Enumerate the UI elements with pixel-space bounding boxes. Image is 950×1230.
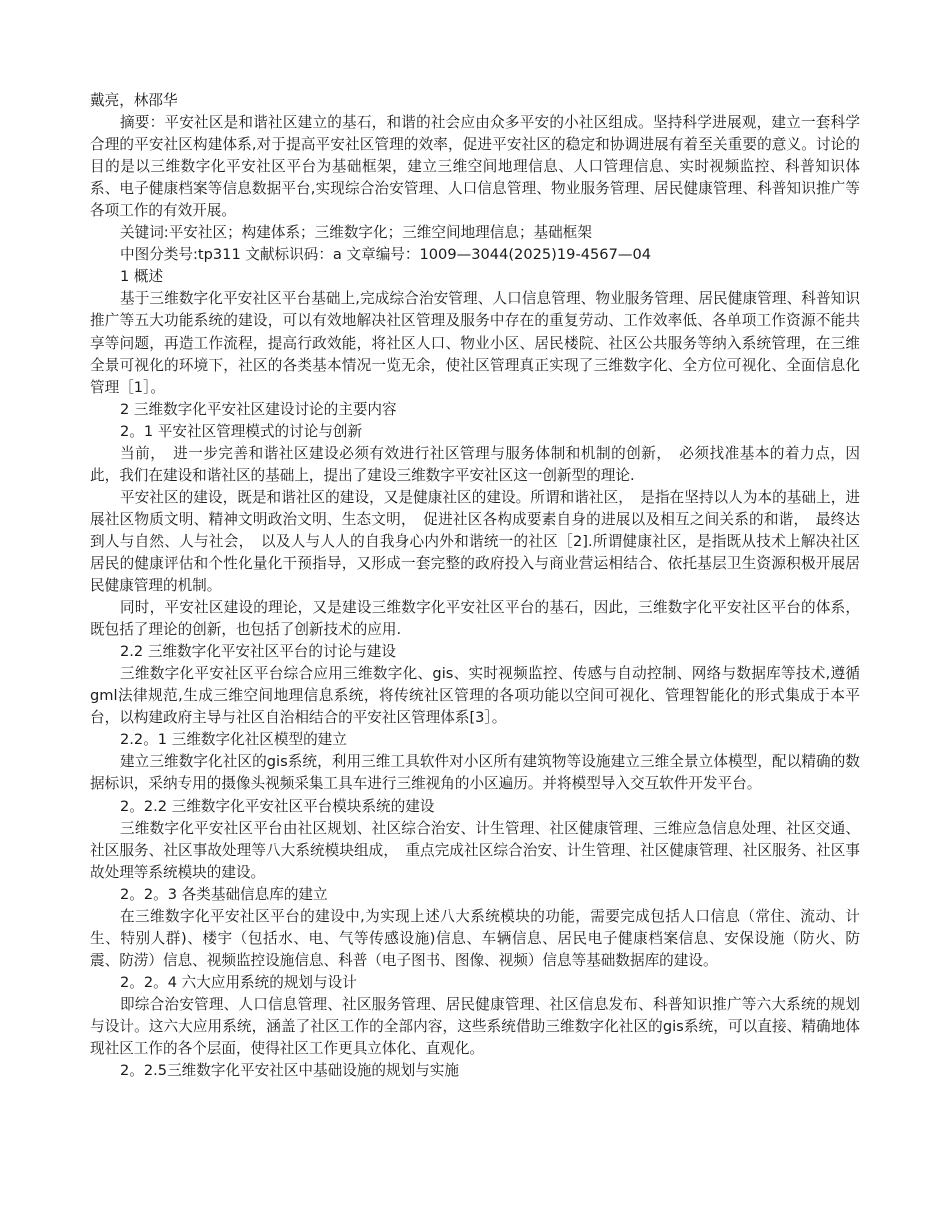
subsection-heading: 2。2。3 各类基础信息库的建立 <box>120 885 328 903</box>
body-paragraph: 平安社区的建设，既是和谐社区的建设，又是健康社区的建设。所谓和谐社区， 是指在坚持以人为本的基础上，进展社区物质文明、精神文明政治文明、生态文明， 促进社区各构成要素自身的进展以及相互之间关系的和谐， 最终达到人与自然、人与社会， 以及人与人人的自我身心内外和谐统一的社区［2].所谓健康社区，是指既从技术上解决社区居民的健康评估和个性化量化干预指导，又形成一套完整的政府投入与商业营运相结合、依托基层卫生资源积极开展居民健康管理的机制。 <box>90 488 860 595</box>
body-paragraph: 基于三维数字化平安社区平台基础上,完成综合治安管理、人口信息管理、物业服务管理、居民健康管理、科普知识推广等五大功能系统的建设，可以有效地解决社区管理及服务中存在的重复劳动、工作效率低、各单项工作资源不能共享等问题，再造工作流程，提高行政效能，将社区人口、物业小区、居民楼院、社区公共服务等纳入系统管理，在三维全景可视化的环境下，社区的各类基本情况一览无余，使社区管理真正实现了三维数字化、全方位可视化、全面信息化管理［1］。 <box>90 290 860 396</box>
abstract-paragraph: 摘要：平安社区是和谐社区建立的基石，和谐的社会应由众多平安的小社区组成。坚持科学进展观，建立一套科学合理的平安社区构建体系,对于提高平安社区管理的效率，促进平安社区的稳定和协调进展有着至关重要的意义。讨论的目的是以三维数字化平安社区平台为基础框架，建立三维空间地理信息、人口管理信息、实时视频监控、科普知识体系、电子健康档案等信息数据平台,实现综合治安管理、人口信息管理、物业服务管理、居民健康管理、科普知识推广等各项工作的有效开展。 <box>90 114 860 220</box>
section-heading: 1 概述 <box>120 268 164 286</box>
body-paragraph: 三维数字化平安社区平台由社区规划、社区综合治安、计生管理、社区健康管理、三维应急信息处理、社区交通、社区服务、社区事故处理等八大系统模块组成， 重点完成社区综合治安、计生管理、社区健康管理、社区服务、社区事故处理等系统模块的建设。 <box>90 819 860 881</box>
author-line: 戴亮，林邵华 <box>90 92 178 109</box>
keywords-line: 关键词:平安社区；构建体系；三维数字化；三维空间地理信息；基础框架 <box>120 224 592 242</box>
body-paragraph: 建立三维数字化社区的gis系统，利用三维工具软件对小区所有建筑物等设施建立三维全景立体模型，配以精确的数据标识，采纳专用的摄像头视频采集工具车进行三维视角的小区遍历。并将模型导入交互软件开发平台。 <box>90 753 860 793</box>
body-paragraph: 同时，平安社区建设的理论，又是建设三维数字化平安社区平台的基石，因此，三维数字化平安社区平台的体系，既包括了理论的创新，也包括了创新技术的应用. <box>90 599 860 639</box>
subsection-heading: 2.2 三维数字化平安社区平台的讨论与建设 <box>120 643 396 661</box>
article-body <box>90 90 860 1082</box>
classification-line: 中图分类号:tp311 文献标识码：a 文章编号：1009—3044(2025)19-4567—04 <box>120 246 652 264</box>
body-paragraph: 三维数字化平安社区平台综合应用三维数字化、gis、实时视频监控、传感与自动控制、网络与数据库等技术,遵循gml法律规范,生成三维空间地理信息系统，将传统社区管理的各项功能以空间可视化、管理智能化的形式集成于本平台，以构建政府主导与社区自治相结合的平安社区管理体系[3］。 <box>90 665 860 727</box>
body-paragraph: 在三维数字化平安社区平台的建设中,为实现上述八大系统模块的功能，需要完成包括人口信息（常住、流动、计生、特别人群)、楼宇（包括水、电、气等传感设施)信息、车辆信息、居民电子健康档案信息、安保设施（防火、防震、防涝）信息、视频监控设施信息、科普（电子图书、图像、视频）信息等基础数据库的建设。 <box>90 907 860 969</box>
body-paragraph: 即综合治安管理、人口信息管理、社区服务管理、居民健康管理、社区信息发布、科普知识推广等六大系统的规划与设计。这六大应用系统，涵盖了社区工作的全部内容，这些系统借助三维数字化社区的gis系统，可以直接、精确地体现社区工作的各个层面，使得社区工作更具立体化、直观化。 <box>90 995 860 1058</box>
subsection-heading: 2.2。1 三维数字化社区模型的建立 <box>120 731 347 749</box>
section-heading: 2 三维数字化平安社区建设讨论的主要内容 <box>120 400 397 418</box>
subsection-heading: 2。2.2 三维数字化平安社区平台模块系统的建设 <box>120 797 435 815</box>
subsection-heading: 2。2。4 六大应用系统的规划与设计 <box>120 973 357 991</box>
subsection-heading: 2。1 平安社区管理模式的讨论与创新 <box>120 422 363 440</box>
body-paragraph: 当前， 进一步完善和谐社区建设必须有效进行社区管理与服务体制和机制的创新， 必须找准基本的着力点，因此，我们在建设和谐社区的基础上，提出了建设三维数字平安社区这一创新型的理论. <box>90 444 860 484</box>
subsection-heading: 2。2.5三维数字化平安社区中基础设施的规划与实施 <box>120 1062 459 1080</box>
